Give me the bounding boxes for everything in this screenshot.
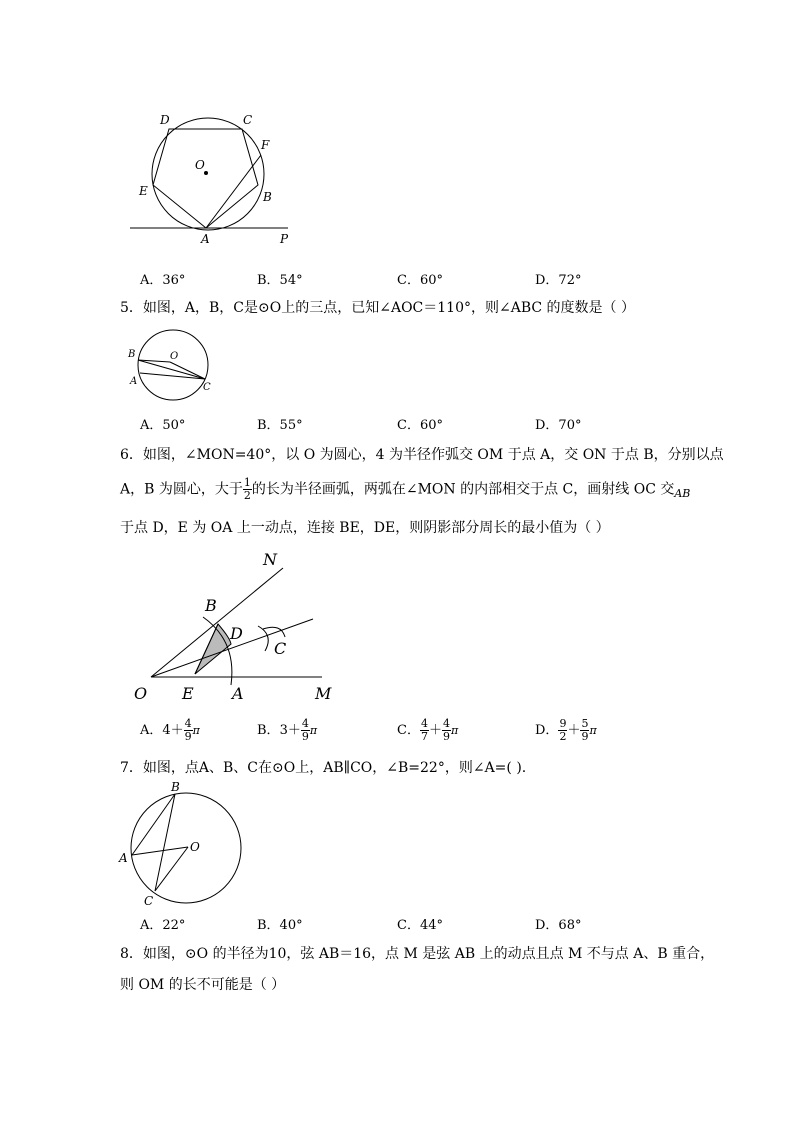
q6-label-O: O: [134, 684, 148, 703]
q4-label-F: F: [261, 138, 270, 152]
q5-label-A: A: [130, 376, 138, 387]
q4-option-a: A．36°: [140, 273, 186, 288]
q6-label-E: E: [182, 684, 194, 703]
q5-question-text: 5．如图，A，B，C是⊙O上的三点，已知∠AOC＝110°，则∠ABC 的度数是（ ）: [120, 300, 635, 316]
q6-option-d-num2: 5: [581, 717, 589, 730]
q6-option-a: [140, 718, 200, 743]
q4-option-d: D．72°: [535, 273, 582, 288]
q6-line-3: 于点 D，E 为 OA 上一动点，连接 BE，DE，则阴影部分周长的最小值为（ ）: [120, 520, 610, 536]
q4-option-b: B．54°: [257, 273, 303, 288]
q4-option-c: C．60°: [397, 273, 443, 288]
q6-option-d-den2: 9: [581, 730, 589, 743]
q4-figure: [120, 105, 300, 250]
q6-option-b-label: B．: [257, 723, 280, 738]
q6-fraction-half: [243, 477, 252, 502]
q6-label-N: N: [263, 550, 277, 569]
q4-label-A: A: [201, 232, 210, 246]
q6-option-a-post: π: [192, 724, 200, 737]
q5-option-c: C．60°: [397, 418, 443, 433]
q7-option-a: A．22°: [140, 918, 186, 933]
q6-option-c-den2: 9: [442, 730, 450, 743]
q6-option-c-frac-2: [442, 718, 451, 743]
q6-option-d: [535, 718, 597, 743]
q7-label-O: O: [190, 840, 200, 854]
q6-option-b-frac: [301, 718, 310, 743]
q5-circle: [138, 330, 208, 400]
q4-pentagon: [153, 129, 258, 228]
q5-label-O: O: [170, 351, 179, 362]
q7-label-B: B: [171, 780, 180, 794]
q6-option-c-post: π: [450, 724, 459, 737]
q6-label-M: M: [315, 684, 332, 703]
q6-option-d-den: 2: [559, 730, 567, 743]
q6-line-1: 6．如图，∠MON=40°，以 O 为圆心，4 为半径作弧交 OM 于点 A，交 ON 于点 B，分别以点: [120, 447, 724, 463]
q6-frac-num: 1: [243, 476, 251, 489]
q8-line-2: 则 OM 的长不可能是（ ）: [120, 977, 286, 993]
q6-label-C: C: [274, 639, 287, 658]
q6-option-a-frac: [184, 718, 193, 743]
q6-shaded-region: [195, 624, 231, 674]
q5-option-d: D．70°: [535, 418, 582, 433]
q6-option-a-num: 4: [184, 717, 192, 730]
q6-option-b-num: 4: [301, 717, 309, 730]
q7-option-b: B．40°: [257, 918, 303, 933]
q4-line-AF: [206, 155, 261, 228]
q6-arc-AB: AB: [674, 486, 691, 500]
q6-option-c-label: C．: [397, 723, 420, 738]
q7-circle: [131, 793, 241, 903]
q5-figure: [120, 328, 228, 402]
q6-option-a-label: A．: [140, 723, 163, 738]
q6-line-2-b: 的长为半径画弧，两弧在∠MON 的内部相交于点 C，画射线 OC 交: [251, 481, 675, 498]
q6-label-B: B: [205, 596, 217, 615]
q7-label-C: C: [144, 894, 154, 908]
q6-option-b-pre: 3＋: [279, 723, 301, 738]
q6-label-D: D: [230, 624, 243, 643]
q6-line-2: [120, 477, 690, 502]
q7-option-d: D．68°: [535, 918, 582, 933]
q8-line-1: 8．如图，⊙O 的半径为10，弦 AB＝16，点 M 是弦 AB 上的动点且点 M 不与点 A、B 重合，: [120, 946, 715, 962]
q6-option-d-label: D．: [535, 723, 559, 738]
q6-option-c-num: 4: [420, 717, 428, 730]
q4-label-P: P: [280, 232, 289, 246]
q4-label-D: D: [160, 113, 170, 127]
q6-option-b-den: 9: [301, 730, 309, 743]
q6-option-b-post: π: [309, 724, 318, 737]
q5-option-b: B．55°: [257, 418, 303, 433]
q5-option-a: A．50°: [140, 418, 186, 433]
q6-option-c-num2: 4: [442, 717, 450, 730]
q6-option-d-num: 9: [559, 717, 567, 730]
q6-option-a-pre: 4＋: [162, 723, 184, 738]
q7-label-A: A: [119, 851, 128, 865]
q6-option-c-frac-1: [420, 718, 429, 743]
q6-option-c-den: 7: [420, 730, 428, 743]
q6-line-2-a: A，B 为圆心，大于: [120, 481, 243, 498]
q6-label-A: A: [232, 684, 244, 703]
q5-label-B: B: [128, 349, 136, 360]
q7-question-text: 7．如图，点A、B、C在⊙O上，AB∥CO，∠B=22°，则∠A=( ).: [120, 760, 527, 776]
q6-option-b: [257, 718, 317, 743]
q6-frac-den: 2: [243, 489, 251, 502]
q6-figure: [125, 543, 345, 708]
q6-option-d-post: π: [589, 724, 597, 737]
q7-line-AO: [132, 847, 188, 855]
q6-ray-ON: [151, 568, 283, 677]
q6-option-c: [397, 718, 458, 743]
q5-label-C: C: [203, 382, 211, 393]
q6-option-d-plus: ＋: [567, 723, 581, 738]
q6-option-c-plus: ＋: [428, 723, 442, 738]
q4-label-E: E: [139, 184, 148, 198]
q4-label-O: O: [195, 158, 205, 172]
q7-figure: [115, 780, 245, 910]
q7-option-c: C．44°: [397, 918, 443, 933]
q4-label-C: C: [243, 113, 253, 127]
q6-option-a-den: 9: [184, 730, 192, 743]
q4-label-B: B: [263, 190, 272, 204]
